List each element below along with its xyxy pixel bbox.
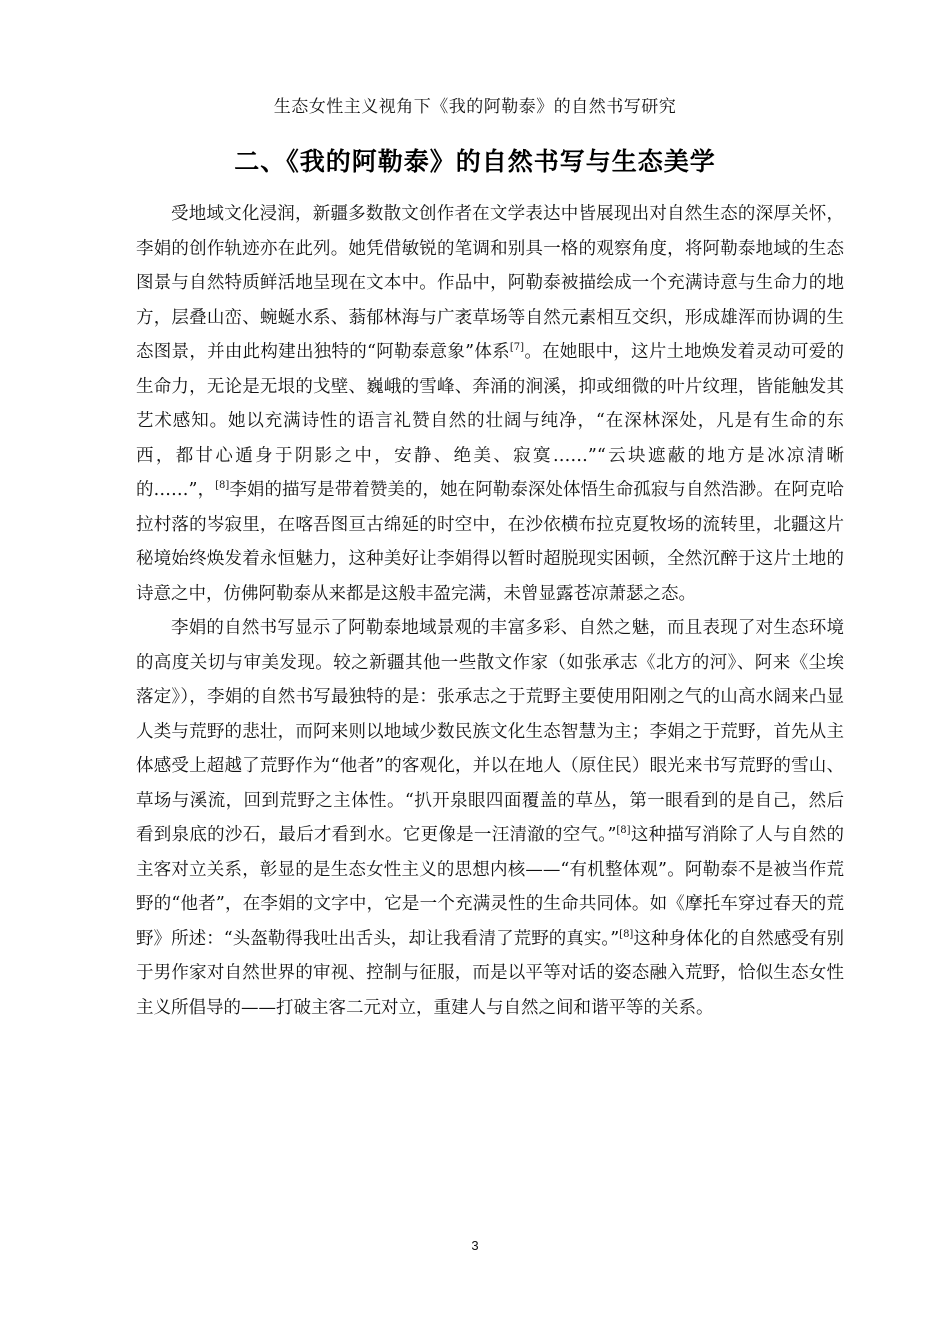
citation-ref: [7] (509, 342, 525, 354)
section-title: 二、《我的阿勒泰》的自然书写与生态美学 (234, 147, 716, 176)
page-number: 3 (471, 1238, 479, 1253)
header-divider (120, 122, 830, 123)
citation-ref: [8] (619, 928, 634, 940)
paragraph-1 (136, 197, 844, 611)
citation-ref: [8] (616, 825, 631, 837)
paragraph-2-text-a: 李娟的自然书写显示了阿勒泰地域景观的丰富多彩、自然之魅，而且表现了对生态环境的高度关切与审美发现。较之新疆其他一些散文作家（如张承志《北方的河》、阿来《尘埃落定》），李娟的自然书写最独特的是：张承志之于荒野主要使用阳刚之气的山高水阔来凸显人类与荒野的悲壮，而阿来则以地域少数民族文化生态智慧为主；李娟之于荒野，首先从主体感受上超越了荒野作为“他者”的客观化，并以在地人（原住民）眼光来书写荒野的雪山、草场与溪流，回到荒野之主体性。“扒开泉眼四面覆盖的草丛，第一眼看到的是自己，然后看到泉底的沙石，最后才看到水。它更像是一汪清澈的空气。” (136, 618, 844, 845)
running-header: 生态女性主义视角下《我的阿勒泰》的自然书写研究 (273, 97, 677, 117)
paragraph-1-text-a: 受地域文化浸润，新疆多数散文创作者在文学表达中皆展现出对自然生态的深厚关怀，李娟的创作轨迹亦在此列。她凭借敏锐的笔调和别具一格的观察角度，将阿勒泰地域的生态图景与自然特质鲜活地呈现在文本中。作品中，阿勒泰被描绘成一个充满诗意与生命力的地方，层叠山峦、蜿蜒水系、蓊郁林海与广袤草场等自然元素相互交织，形成雄浑而协调的生态图景，并由此构建出独特的“阿勒泰意象”体系 (136, 204, 844, 362)
paragraph-1-text-b: 。在她眼中，这片土地焕发着灵动可爱的生命力，无论是无垠的戈壁、巍峨的雪峰、奔涌的涧溪，抑或细微的叶片纹理，皆能触发其艺术感知。她以充满诗性的语言礼赞自然的壮阔与纯净，“在深林深处，凡是有生命的东西，都甘心遁身于阴影之中，安静、绝美、寂寞……”“云块遮蔽的地方是冰凉清晰的……”， (136, 342, 844, 500)
paragraph-2-text-c: 这种身体化的自然感受有别于男作家对自然世界的审视、控制与征服，而是以平等对话的姿态融入荒野，恰似生态女性主义所倡导的——打破主客二元对立，重建人与自然之间和谐平等的关系。 (136, 928, 844, 1018)
citation-ref: [8] (215, 480, 230, 492)
paragraph-2 (136, 611, 844, 1025)
paragraph-1-text-c: 李娟的描写是带着赞美的，她在阿勒泰深处体悟生命孤寂与自然浩渺。在阿克哈拉村落的岑寂里，在喀吾图亘古绵延的时空中，在沙依横布拉克夏牧场的流转里，北疆这片秘境始终焕发着永恒魅力，这种美好让李娟得以暂时超脱现实困顿，全然沉醉于这片土地的诗意之中，仿佛阿勒泰从来都是这般丰盈完满，未曾显露苍凉萧瑟之态。 (136, 480, 844, 604)
paragraph-2-text-b: 这种描写消除了人与自然的主客对立关系，彰显的是生态女性主义的思想内核——“有机整体观”。阿勒泰不是被当作荒野的“他者”，在李娟的文字中，它是一个充满灵性的生命共同体。如《摩托车穿过春天的荒野》所述：“头盔勒得我吐出舌头，却让我看清了荒野的真实。” (136, 825, 845, 949)
body-text (136, 197, 844, 1025)
